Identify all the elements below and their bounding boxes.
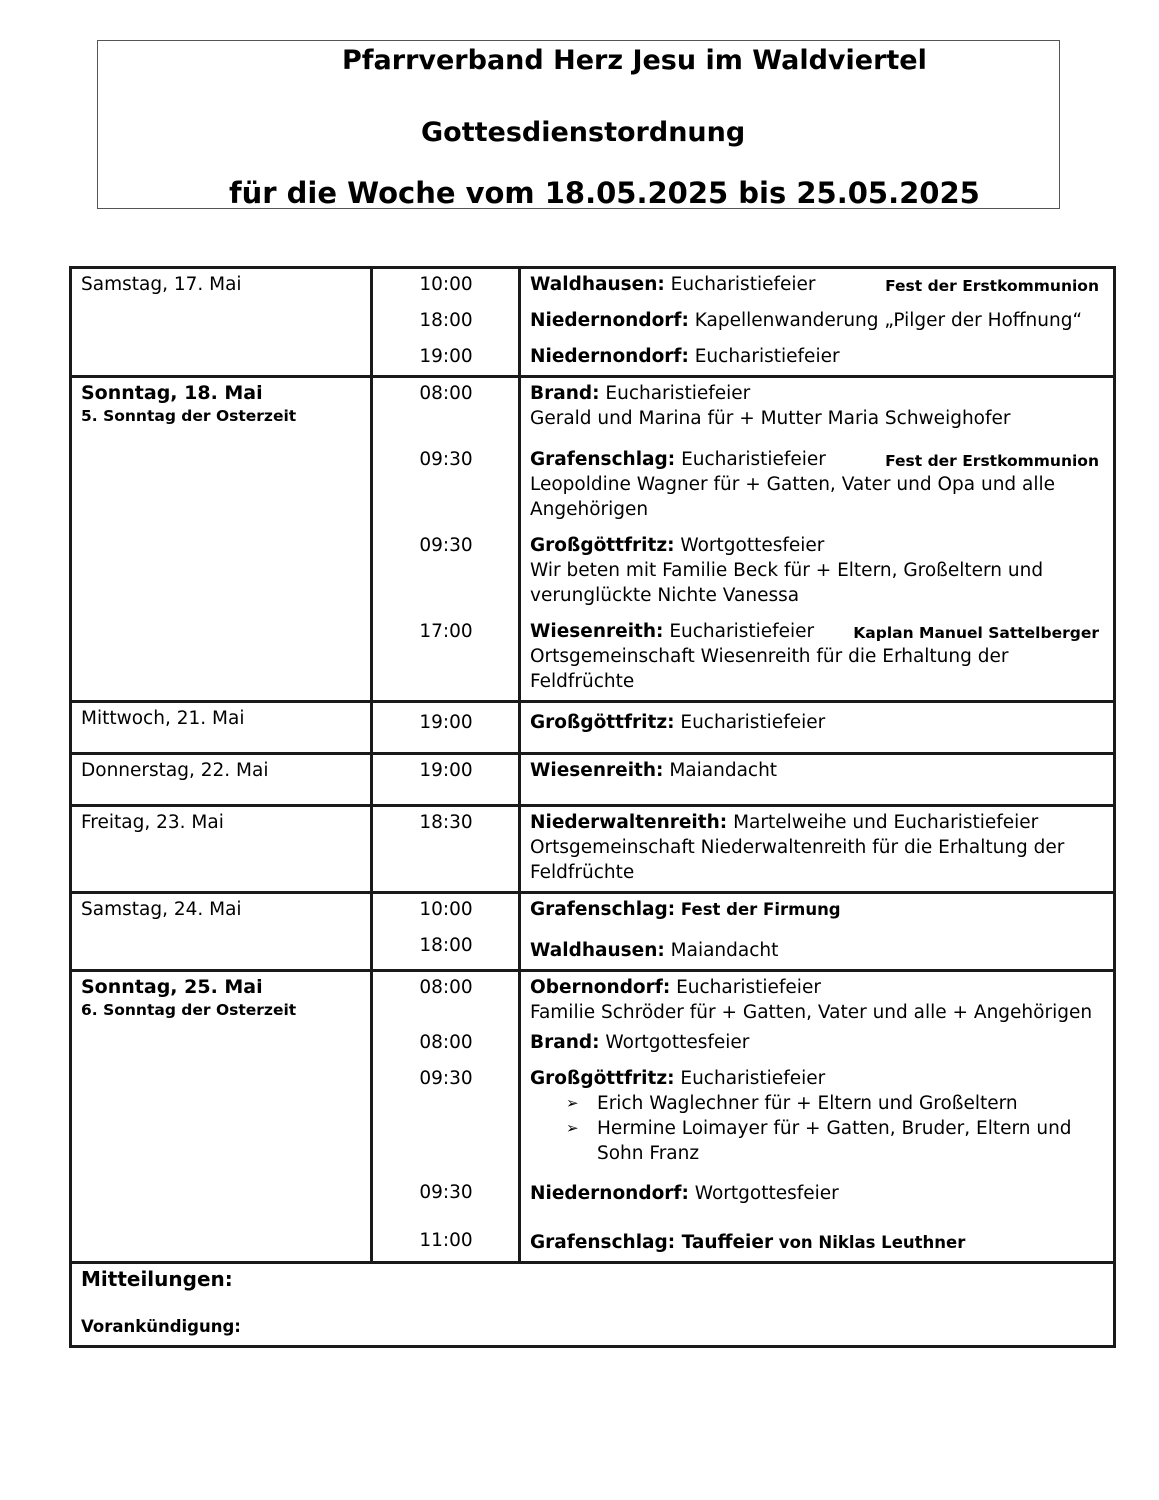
- event-location: Niedernondorf:: [530, 1183, 689, 1204]
- event-cell: [520, 971, 1115, 1263]
- event: [530, 533, 1105, 558]
- event: [530, 344, 1105, 369]
- event-type: Fest der Firmung: [675, 900, 841, 919]
- header-box: [97, 40, 1060, 209]
- event-location: Großgöttfritz:: [530, 712, 675, 733]
- event-location: Brand:: [530, 1032, 600, 1053]
- time: 19:00: [419, 760, 473, 781]
- time: 09:30: [419, 1068, 473, 1089]
- event-cell: [520, 806, 1115, 893]
- event: [530, 381, 1105, 406]
- time: 10:00: [419, 274, 473, 295]
- event: [530, 1181, 1105, 1206]
- day-name: Samstag, 17. Mai: [81, 274, 242, 295]
- event-intention: Ortsgemeinschaft Wiesenreith für die Erhaltung der Feldfrüchte: [530, 646, 1009, 692]
- time: 09:30: [419, 449, 473, 470]
- intention-text: Erich Waglechner für + Eltern und Großeltern: [597, 1093, 1018, 1114]
- time-cell: [372, 377, 520, 702]
- time: 18:30: [419, 812, 473, 833]
- event: [530, 272, 1105, 297]
- event-type: Kapellenwanderung „Pilger der Hoffnung“: [688, 310, 1083, 331]
- time: 19:00: [419, 346, 473, 367]
- event-type: Eucharistiefeier: [664, 274, 816, 295]
- announcements-heading: Mitteilungen:: [81, 1267, 233, 1291]
- time-cell: [372, 893, 520, 971]
- table-row: [71, 806, 1115, 893]
- event-type: Wortgottesfeier: [599, 1032, 750, 1053]
- event-intention: Wir beten mit Familie Beck für + Eltern, Großeltern und verunglückte Nichte Vanessa: [530, 560, 1044, 606]
- time: 19:00: [419, 712, 473, 733]
- table-row: [71, 268, 1115, 377]
- day-cell: [71, 806, 372, 893]
- event-type: Eucharistiefeier: [688, 346, 840, 367]
- schedule-table: [69, 266, 1116, 1348]
- event-location: Wiesenreith:: [530, 621, 664, 642]
- event: [530, 810, 1105, 835]
- arrow-bullet-icon: ➢: [566, 1094, 579, 1112]
- event-location: Wiesenreith:: [530, 760, 664, 781]
- event-note: Kaplan Manuel Sattelberger: [853, 624, 1099, 642]
- event: [530, 710, 1105, 735]
- event-location: Großgöttfritz:: [530, 535, 675, 556]
- event-location: Niedernondorf:: [530, 346, 689, 367]
- day-name: Freitag, 23. Mai: [81, 812, 224, 833]
- event-intention: Ortsgemeinschaft Niederwaltenreith für die Erhaltung der Feldfrüchte: [530, 837, 1065, 883]
- time-cell: [372, 268, 520, 377]
- event-cell: [520, 377, 1115, 702]
- day-name: Samstag, 24. Mai: [81, 899, 242, 920]
- event-location: Niedernondorf:: [530, 310, 689, 331]
- event-note: Fest der Erstkommunion: [885, 452, 1099, 470]
- event-type: Eucharistiefeier: [599, 383, 751, 404]
- table-row: [71, 971, 1115, 1263]
- time: 08:00: [419, 977, 473, 998]
- event-type: Martelweihe und Eucharistiefeier: [727, 812, 1039, 833]
- time: 18:00: [419, 935, 473, 956]
- intention-text: Hermine Loimayer für + Gatten, Bruder, Eltern und Sohn Franz: [597, 1118, 1072, 1164]
- document-title: Gottesdienstordnung: [421, 117, 746, 148]
- event-detail: von Niklas Leuthner: [773, 1233, 966, 1252]
- table-row: [71, 702, 1115, 754]
- parish-title: Pfarrverband Herz Jesu im Waldviertel: [342, 45, 927, 76]
- event-type: Maiandacht: [664, 940, 779, 961]
- event: [530, 938, 1105, 963]
- day-name: Donnerstag, 22. Mai: [81, 760, 269, 781]
- event-type: Eucharistiefeier: [674, 1068, 826, 1089]
- event-type: Tauffeier: [675, 1232, 774, 1253]
- event: [530, 619, 1105, 644]
- time-cell: [372, 971, 520, 1263]
- event-intention: Leopoldine Wagner für + Gatten, Vater und Opa und alle Angehörigen: [530, 474, 1056, 520]
- event-location: Waldhausen:: [530, 940, 665, 961]
- event-type: Eucharistiefeier: [670, 977, 821, 998]
- day-name: Sonntag, 18. Mai: [81, 382, 263, 404]
- table-row: [71, 754, 1115, 806]
- time-cell: [372, 806, 520, 893]
- event-location: Großgöttfritz:: [530, 1068, 675, 1089]
- table-row: [71, 377, 1115, 702]
- event: [530, 1066, 1105, 1091]
- arrow-bullet-icon: ➢: [566, 1119, 579, 1137]
- day-subtitle: 5. Sonntag der Osterzeit: [81, 407, 297, 425]
- time: 18:00: [419, 310, 473, 331]
- day-cell: [71, 971, 372, 1263]
- event-location: Obernondorf:: [530, 977, 671, 998]
- event-type: Eucharistiefeier: [675, 449, 826, 470]
- event-cell: [520, 754, 1115, 806]
- event: [530, 1230, 1105, 1255]
- event: [530, 308, 1105, 333]
- event-cell: [520, 893, 1115, 971]
- event: [530, 897, 1105, 922]
- day-name: Sonntag, 25. Mai: [81, 976, 263, 998]
- event: [530, 758, 1105, 783]
- time: 08:00: [419, 383, 473, 404]
- event-location: Brand:: [530, 383, 600, 404]
- day-cell: [71, 754, 372, 806]
- time-cell: [372, 702, 520, 754]
- list-item: [530, 1116, 1105, 1166]
- day-subtitle: 6. Sonntag der Osterzeit: [81, 1001, 297, 1019]
- day-cell: [71, 268, 372, 377]
- week-range: für die Woche vom 18.05.2025 bis 25.05.2025: [229, 176, 980, 210]
- event-location: Niederwaltenreith:: [530, 812, 728, 833]
- event-intention: Gerald und Marina für + Mutter Maria Schweighofer: [530, 408, 1011, 429]
- event-type: Eucharistiefeier: [674, 712, 826, 733]
- event-location: Grafenschlag:: [530, 899, 676, 920]
- event-type: Wortgottesfeier: [688, 1183, 839, 1204]
- event-intention: Familie Schröder für + Gatten, Vater und alle + Angehörigen: [530, 1002, 1093, 1023]
- time: 08:00: [419, 1032, 473, 1053]
- event-type: Wortgottesfeier: [674, 535, 825, 556]
- time: 09:30: [419, 535, 473, 556]
- event-cell: [520, 702, 1115, 754]
- event: [530, 1030, 1105, 1055]
- announcements-cell: [71, 1263, 1115, 1347]
- event-note: Fest der Erstkommunion: [885, 277, 1099, 295]
- event-cell: [520, 268, 1115, 377]
- time-cell: [372, 754, 520, 806]
- event: [530, 447, 1105, 472]
- event-type: Eucharistiefeier: [663, 621, 815, 642]
- day-name: Mittwoch, 21. Mai: [81, 708, 245, 729]
- event-location: Grafenschlag:: [530, 1232, 676, 1253]
- time: 17:00: [419, 621, 473, 642]
- list-item: [530, 1091, 1105, 1116]
- day-cell: [71, 377, 372, 702]
- time: 11:00: [419, 1230, 473, 1251]
- time: 10:00: [419, 899, 473, 920]
- table-row: [71, 893, 1115, 971]
- time: 09:30: [419, 1182, 473, 1203]
- event-location: Grafenschlag:: [530, 449, 676, 470]
- event-location: Waldhausen:: [530, 274, 665, 295]
- event: [530, 975, 1105, 1000]
- table-row: [71, 1263, 1115, 1347]
- day-cell: [71, 893, 372, 971]
- preview-heading: Vorankündigung:: [81, 1317, 241, 1336]
- day-cell: [71, 702, 372, 754]
- event-type: Maiandacht: [663, 760, 778, 781]
